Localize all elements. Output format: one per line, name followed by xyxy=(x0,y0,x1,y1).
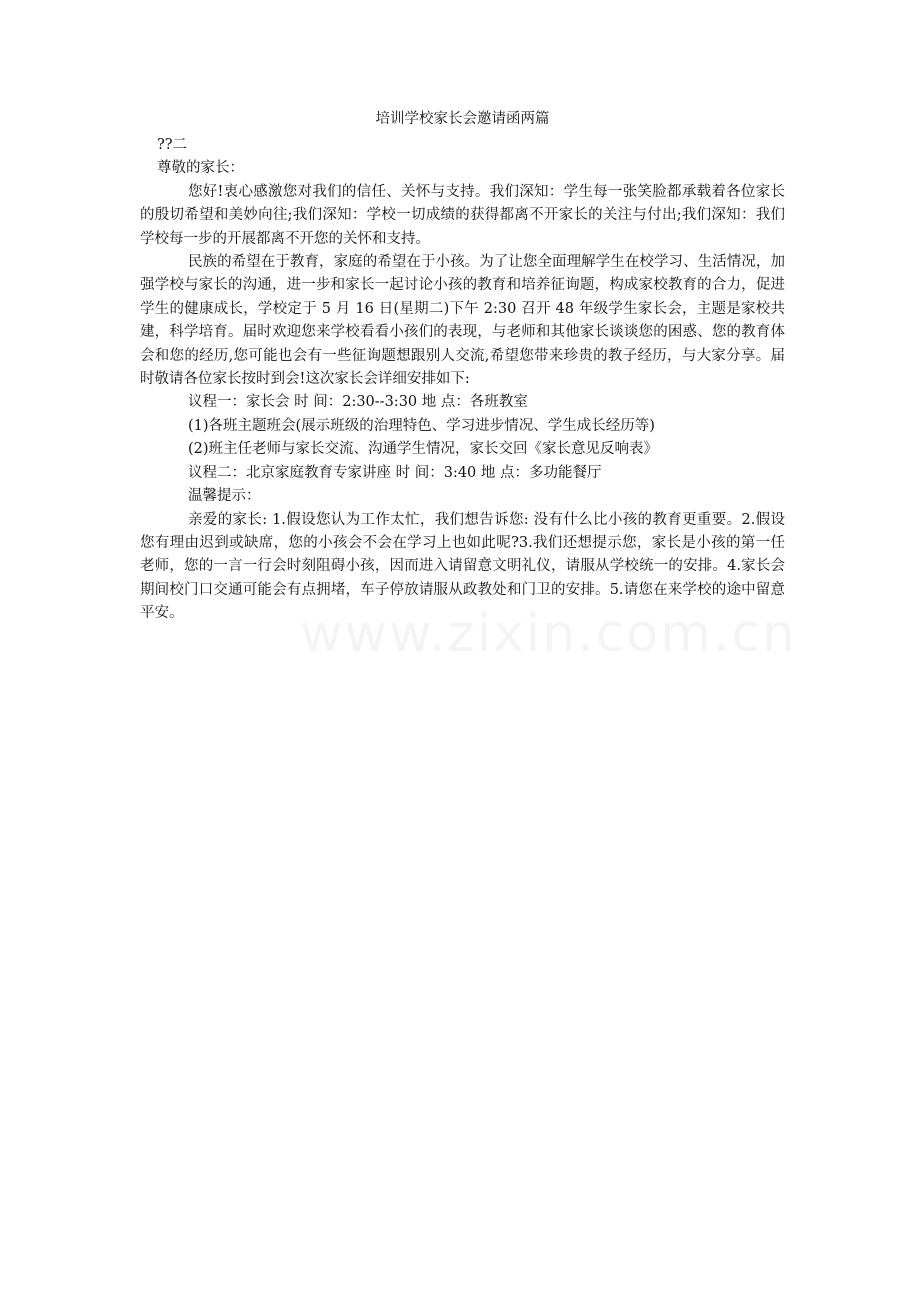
paragraph-invitation: 民族的希望在于教育，家庭的希望在于小孩。为了让您全面理解学生在校学习、生活情况，加强学校与家长的沟通，进一步和家长一起讨论小孩的教育和培养征询题，构成家校教育的合力，促进学生的健康成长，学校定于 5 月 16 日(星期二)下午 2:30 召开 48 年级学生家长会，主题是家校共建，科学培育。届时欢迎您来学校看看小孩们的表现，与老师和其他家长谈谈您的困惑、您的教育体会和您的经历,您可能也会有一些征询题想跟别人交流,希望您带来珍贵的教子经历，与大家分享。届时敬请各位家长按时到会!这次家长会详细安排如下: xyxy=(140,254,785,388)
agenda-item-1a: (1)各班主题班会(展示班级的治理特色、学习进步情况、学生成长经历等) xyxy=(188,417,655,434)
paragraph-tips: 亲爱的家长: 1.假设您认为工作太忙，我们想告诉您: 没有什么比小孩的教育更重要。2.假设您有理由迟到或缺席，您的小孩会不会在学习上也如此呢?3.我们还想提示您，家长是小孩的第一任老师，您的一言一行会时刻阻碍小孩，因而进入请留意文明礼仪，请服从学校统一的安排。4.家长会期间校门口交通可能会有点拥堵，车子停放请服从政教处和门卫的安排。5.请您在来学校的途中留意平安。 xyxy=(140,511,785,622)
tips-heading: 温馨提示： xyxy=(188,488,261,505)
agenda-item-2: 议程二：北京家庭教育专家讲座 时 间：3:40 地 点：多功能餐厅 xyxy=(188,464,602,481)
document-title: 培训学校家长会邀请函两篇 xyxy=(375,111,550,127)
paragraph-greeting: 您好!衷心感激您对我们的信任、关怀与支持。我们深知：学生每一张笑脸都承载着各位家长的殷切希望和美妙向往;我们深知：学校一切成绩的获得都离不开家长的关注与付出;我们深知：我们学校每一步的开展都离不开您的关怀和支持。 xyxy=(140,183,785,247)
document-number: ??二 xyxy=(157,137,188,153)
document-page xyxy=(140,108,785,626)
agenda-item-1: 议程一：家长会 时 间：2:30--3:30 地 点：各班教室 xyxy=(188,394,528,411)
salutation: 尊敬的家长： xyxy=(157,160,244,177)
agenda-item-1b: (2)班主任老师与家长交流、沟通学生情况，家长交回《家长意见反响表》 xyxy=(188,441,659,458)
